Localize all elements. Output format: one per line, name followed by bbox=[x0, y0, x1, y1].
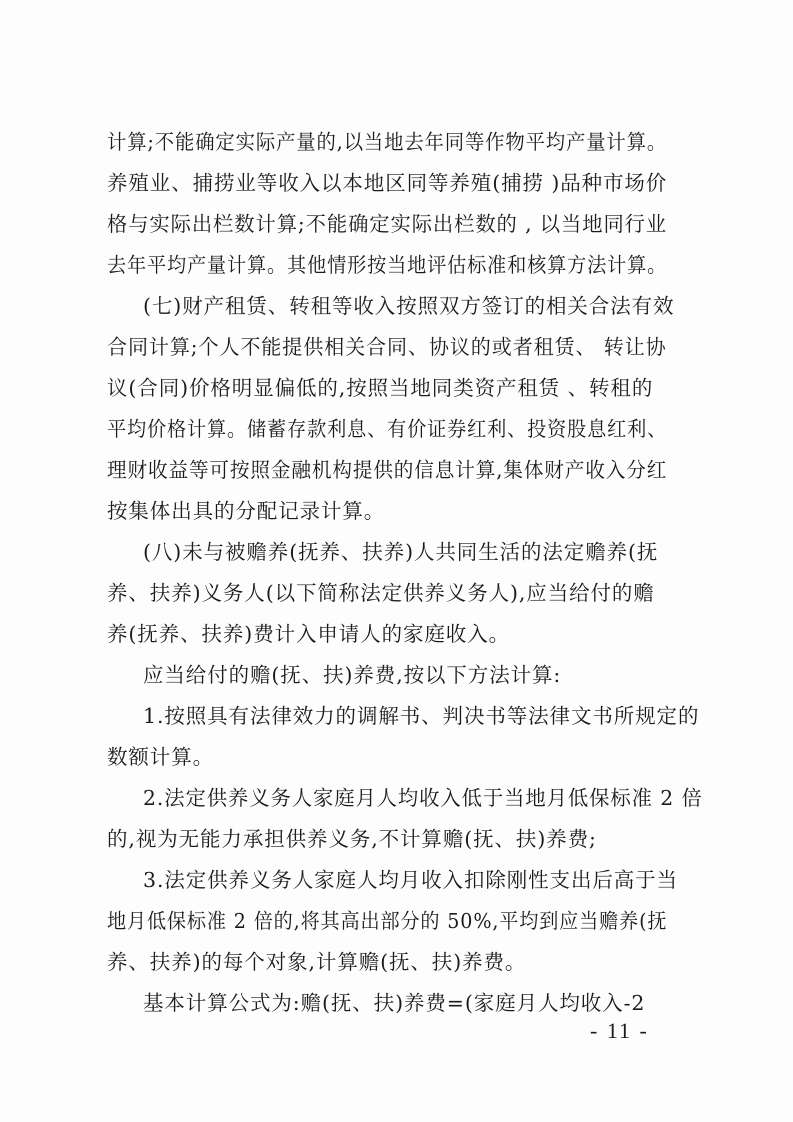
text-line-19: 3.法定供养义务人家庭人均月收入扣除刚性支出后高于当 bbox=[143, 868, 678, 892]
text-line-20: 地月低保标准 2 倍的,将其高出部分的 50%,平均到应当赡养(抚 bbox=[107, 909, 668, 933]
text-line-8: 平均价格计算。储蓄存款利息、有价证券红利、投资股息红利、 bbox=[107, 417, 668, 441]
text-line-11: (八)未与被赡养(抚养、扶养)人共同生活的法定赡养(抚 bbox=[143, 540, 659, 564]
text-line-21: 养、扶养)的每个对象,计算赡(抚、扶)养费。 bbox=[107, 950, 527, 974]
text-line-4: 去年平均产量计算。其他情形按当地评估标准和核算方法计算。 bbox=[107, 253, 668, 277]
text-line-18: 的,视为无能力承担供养义务,不计算赡(抚、扶)养费; bbox=[107, 827, 597, 851]
text-line-13: 养(抚养、扶养)费计入申请人的家庭收入。 bbox=[107, 622, 510, 646]
text-line-14: 应当给付的赡(抚、扶)养费,按以下方法计算: bbox=[143, 663, 562, 687]
text-line-10: 按集体出具的分配记录计算。 bbox=[107, 499, 386, 523]
text-line-5: (七)财产租赁、转租等收入按照双方签订的相关合法有效 bbox=[143, 294, 675, 318]
text-line-7: 议(合同)价格明显偏低的,按照当地同类资产租赁 、转租的 bbox=[107, 376, 654, 400]
text-line-9: 理财收益等可按照金融机构提供的信息计算,集体财产收入分红 bbox=[107, 458, 668, 482]
text-line-6: 合同计算;个人不能提供相关合同、协议的或者租赁、 转让协 bbox=[107, 335, 667, 359]
page-number: - 11 - bbox=[590, 1018, 649, 1043]
text-line-3: 格与实际出栏数计算;不能确定实际出栏数的 , 以当地同行业 bbox=[107, 212, 668, 236]
text-line-1: 计算;不能确定实际产量的,以当地去年同等作物平均产量计算。 bbox=[107, 130, 668, 154]
text-line-15: 1.按照具有法律效力的调解书、判决书等法律文书所规定的 bbox=[143, 704, 700, 728]
text-line-2: 养殖业、捕捞业等收入以本地区同等养殖(捕捞 )品种市场价 bbox=[107, 171, 668, 195]
text-line-17: 2.法定供养义务人家庭月人均收入低于当地月低保标准 2 倍 bbox=[143, 786, 703, 810]
text-line-16: 数额计算。 bbox=[107, 745, 214, 769]
text-line-12: 养、扶养)义务人(以下简称法定供养义务人),应当给付的赡 bbox=[107, 581, 655, 605]
text-line-22: 基本计算公式为:赡(抚、扶)养费=(家庭月人均收入-2 bbox=[143, 991, 646, 1015]
